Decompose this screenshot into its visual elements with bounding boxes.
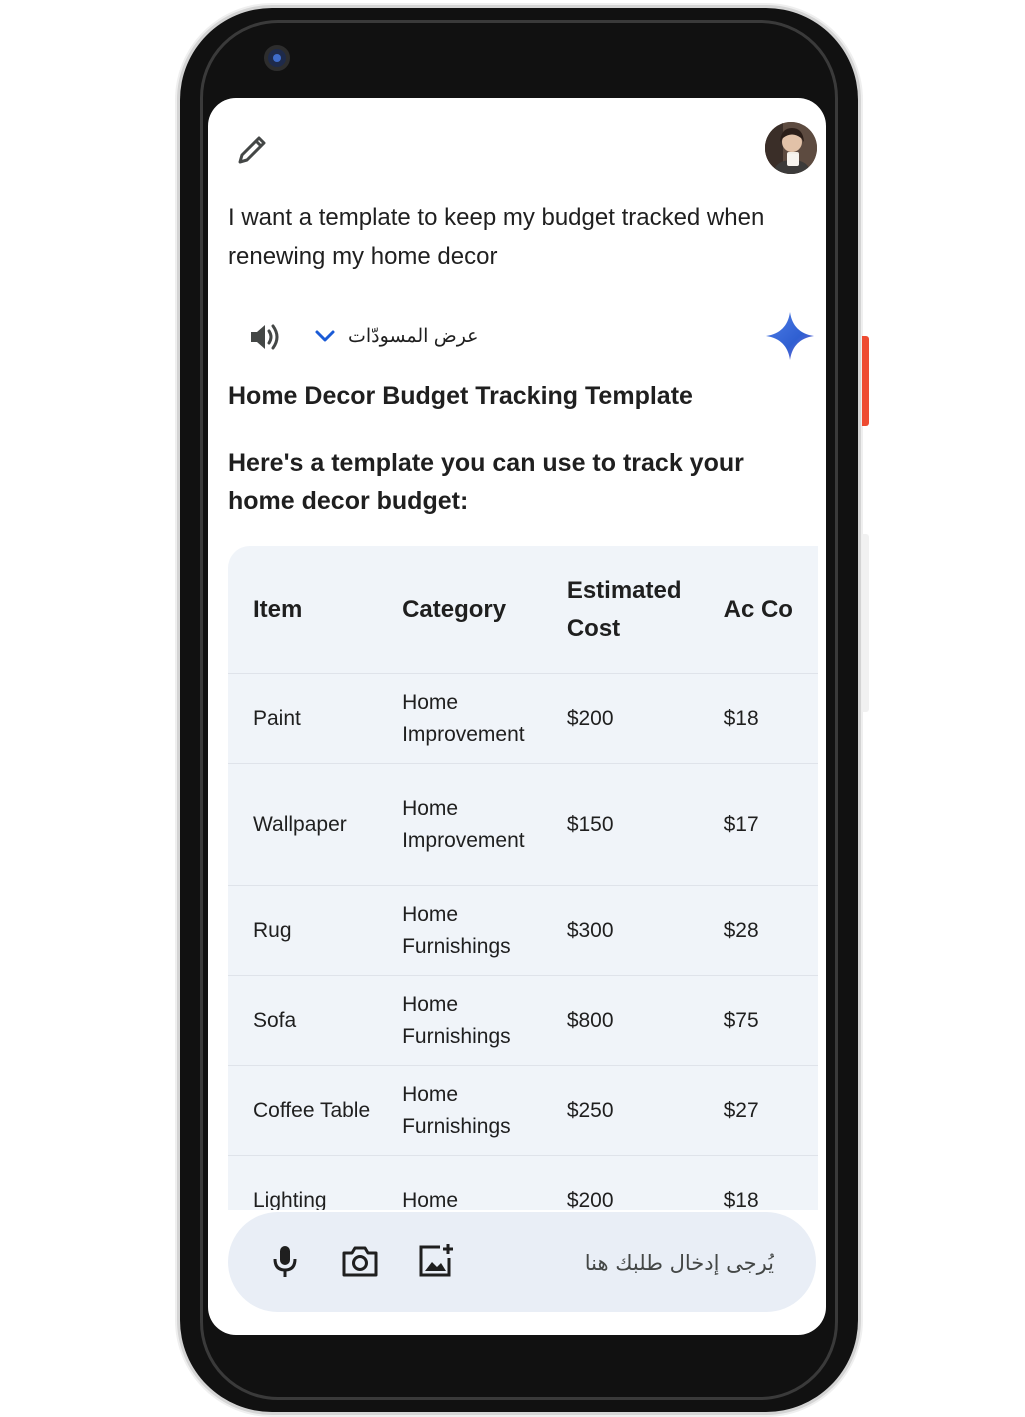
user-prompt: I want a template to keep my budget tracked when renewing my home decor [228, 204, 765, 270]
cell-item: Paint [228, 674, 402, 764]
header-item: Item [253, 595, 303, 623]
cell-item: Lighting [228, 1156, 402, 1211]
cell-estimated: $200 [567, 1156, 724, 1211]
cell-category: Home Improvement [402, 674, 567, 764]
cell-actual: $75 [724, 976, 818, 1066]
voice-input-button[interactable] [266, 1242, 304, 1280]
cell-actual: $18 [724, 1156, 818, 1211]
show-drafts-label: عرض المسودّات [348, 325, 479, 347]
response-intro: Here's a template you can use to track your home decor budget: [228, 449, 744, 515]
cell-actual: $18 [724, 674, 818, 764]
table-row [228, 976, 818, 1066]
power-button [862, 336, 869, 426]
cell-item: Coffee Table [228, 1066, 402, 1156]
avatar-photo [765, 122, 817, 174]
volume-icon [246, 317, 286, 357]
cell-category: Home Improvement [402, 764, 567, 886]
show-drafts-button[interactable] [312, 320, 479, 352]
read-aloud-button[interactable] [246, 317, 286, 357]
response-title: Home Decor Budget Tracking Template [228, 382, 693, 410]
cell-estimated: $250 [567, 1066, 724, 1156]
chevron-down-icon [312, 323, 338, 349]
cell-actual: $17 [724, 764, 818, 886]
cell-estimated: $150 [567, 764, 724, 886]
app-screen [208, 98, 826, 1335]
cell-estimated: $800 [567, 976, 724, 1066]
header-estimated-cost: Estimated Cost [566, 576, 682, 642]
budget-table-grid [228, 546, 818, 1210]
table-row [228, 886, 818, 976]
table-header-row [228, 546, 818, 674]
user-avatar[interactable] [765, 122, 817, 174]
cell-item: Sofa [228, 976, 402, 1066]
prompt-composer [228, 1212, 816, 1312]
cell-estimated: $200 [567, 674, 724, 764]
table-row [228, 764, 818, 886]
cell-actual: $27 [724, 1066, 818, 1156]
front-camera [264, 45, 290, 71]
cell-estimated: $300 [567, 886, 724, 976]
microphone-icon [266, 1242, 304, 1280]
header-actual-cost: Ac Co [723, 595, 793, 623]
prompt-input[interactable] [492, 1244, 776, 1282]
header-category: Category [402, 595, 507, 623]
camera-icon [340, 1242, 380, 1280]
cell-item: Wallpaper [228, 764, 402, 886]
cell-item: Rug [228, 886, 402, 976]
cell-category: Home Furnishings [402, 1066, 567, 1156]
add-image-button[interactable] [416, 1242, 456, 1280]
cell-category: Home Furnishings [402, 886, 567, 976]
cell-category: Home [402, 1156, 567, 1211]
add-image-icon [416, 1242, 456, 1280]
cell-actual: $28 [724, 886, 818, 976]
volume-button [862, 534, 869, 712]
pencil-icon [232, 130, 272, 170]
table-row [228, 1066, 818, 1156]
gemini-sparkle-icon [764, 310, 816, 362]
cell-category: Home Furnishings [402, 976, 567, 1066]
edit-prompt-button[interactable] [232, 130, 272, 170]
budget-table[interactable] [228, 546, 818, 1210]
table-row [228, 674, 818, 764]
table-row [228, 1156, 818, 1211]
camera-button[interactable] [340, 1242, 380, 1280]
